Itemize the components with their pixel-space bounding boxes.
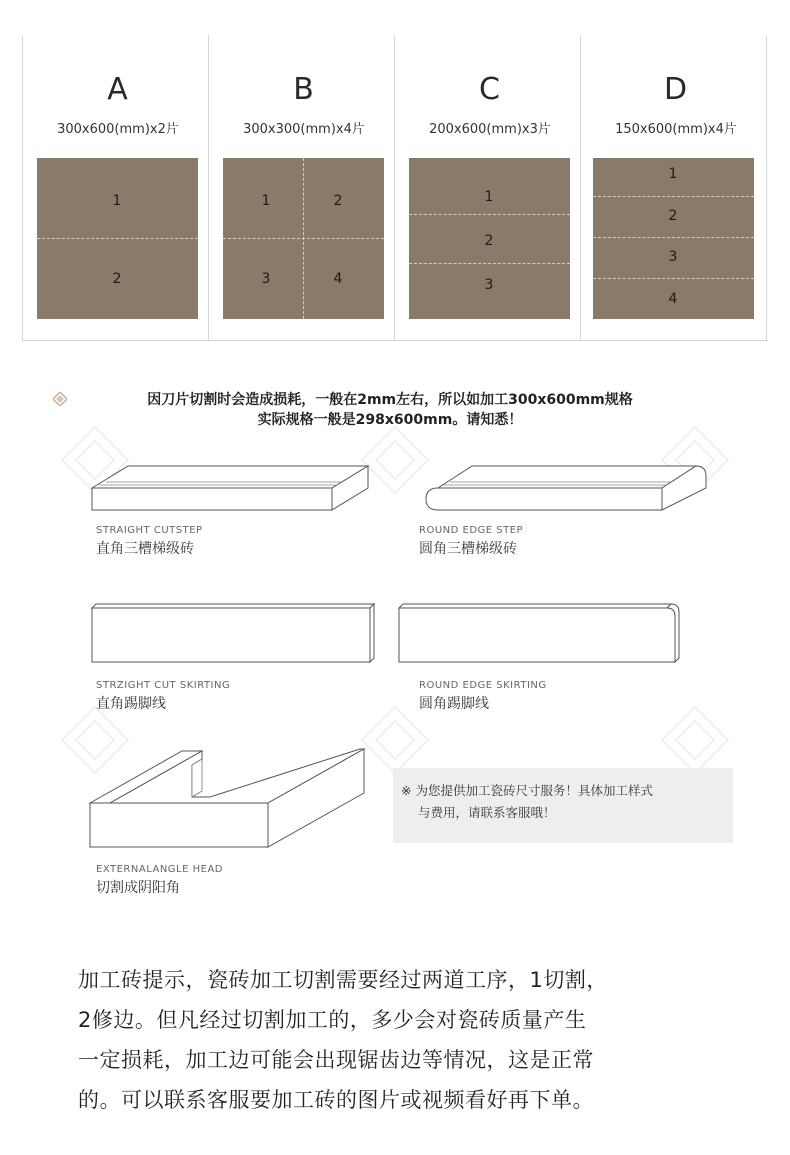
piece-number: 2 [668, 208, 678, 224]
piece-number: 1 [261, 193, 271, 209]
ornament-icon [53, 392, 67, 406]
piece-number: 4 [333, 271, 343, 287]
piece-number: 4 [668, 291, 678, 307]
product-name-en: STRAIGHT CUTSTEP [96, 525, 203, 536]
tip-line: 的。可以联系客服要加工砖的图片或视频看好再下单。 [78, 1088, 594, 1112]
product-name-en: ROUND EDGE SKIRTING [419, 680, 547, 691]
processing-tip [78, 960, 738, 1120]
watermark-ornament-icon [660, 705, 730, 775]
cut-line [409, 263, 570, 264]
external-angle-head-diagram [86, 745, 368, 853]
cut-options-section [0, 0, 790, 345]
piece-number: 1 [668, 166, 678, 182]
cut-line [37, 238, 198, 239]
piece-number: 2 [333, 193, 343, 209]
piece-number: 3 [484, 277, 494, 293]
option-spec: 300x600(mm)x2片 [57, 122, 179, 137]
piece-number: 3 [668, 249, 678, 265]
option-letter: C [479, 72, 501, 107]
tile-diagram [223, 158, 384, 319]
watermark-ornament-icon [360, 705, 430, 775]
service-line: 与费用，请联系客服哦！ [418, 805, 556, 820]
piece-number: 1 [112, 193, 122, 209]
cut-line [593, 196, 754, 197]
straight-cut-skirting-diagram [88, 600, 378, 666]
straight-cutstep-diagram [88, 462, 373, 517]
tile-diagram [593, 158, 754, 319]
divider [22, 340, 768, 341]
service-note [393, 768, 733, 843]
tip-line: 2修边。但凡经过切割加工的，多少会对瓷砖质量产生 [78, 1008, 587, 1032]
product-name-en: EXTERNALANGLE HEAD [96, 864, 224, 875]
product-name-cn: 圆角踢脚线 [419, 696, 489, 712]
round-edge-step-diagram [424, 462, 709, 517]
cut-line [593, 237, 754, 238]
cut-loss-notice [70, 390, 710, 430]
piece-number: 1 [484, 189, 494, 205]
cut-line [303, 158, 304, 319]
piece-number: 2 [484, 233, 494, 249]
tile-diagram [409, 158, 570, 319]
piece-number: 2 [112, 271, 122, 287]
product-name-en: ROUND EDGE STEP [419, 525, 524, 536]
cut-line [593, 278, 754, 279]
cut-line [409, 214, 570, 215]
service-line: ※ 为您提供加工瓷砖尺寸服务！具体加工样式 [401, 783, 653, 798]
option-letter: D [663, 72, 689, 107]
product-name-en: STRZIGHT CUT SKIRTING [96, 680, 231, 691]
notice-line: 因刀片切割时会造成损耗，一般在2mm左右，所以如加工300x600mm规格 [147, 392, 633, 408]
tile-diagram [37, 158, 198, 319]
option-spec: 200x600(mm)x3片 [429, 122, 551, 137]
tip-line: 一定损耗，加工边可能会出现锯齿边等情况，这是正常 [78, 1048, 594, 1072]
product-name-cn: 直角三槽梯级砖 [96, 541, 194, 557]
product-name-cn: 圆角三槽梯级砖 [419, 541, 517, 557]
option-letter: B [293, 72, 315, 107]
piece-number: 3 [261, 271, 271, 287]
notice-line: 实际规格一般是298x600mm。请知悉！ [257, 412, 523, 428]
divider [22, 35, 23, 340]
round-edge-skirting-diagram [395, 600, 685, 666]
option-letter: A [107, 72, 129, 107]
product-name-cn: 切割成阴阳角 [96, 880, 180, 896]
tip-line: 加工砖提示，瓷砖加工切割需要经过两道工序，1切割， [78, 968, 608, 992]
product-name-cn: 直角踢脚线 [96, 696, 166, 712]
option-spec: 150x600(mm)x4片 [615, 122, 737, 137]
option-spec: 300x300(mm)x4片 [243, 122, 365, 137]
